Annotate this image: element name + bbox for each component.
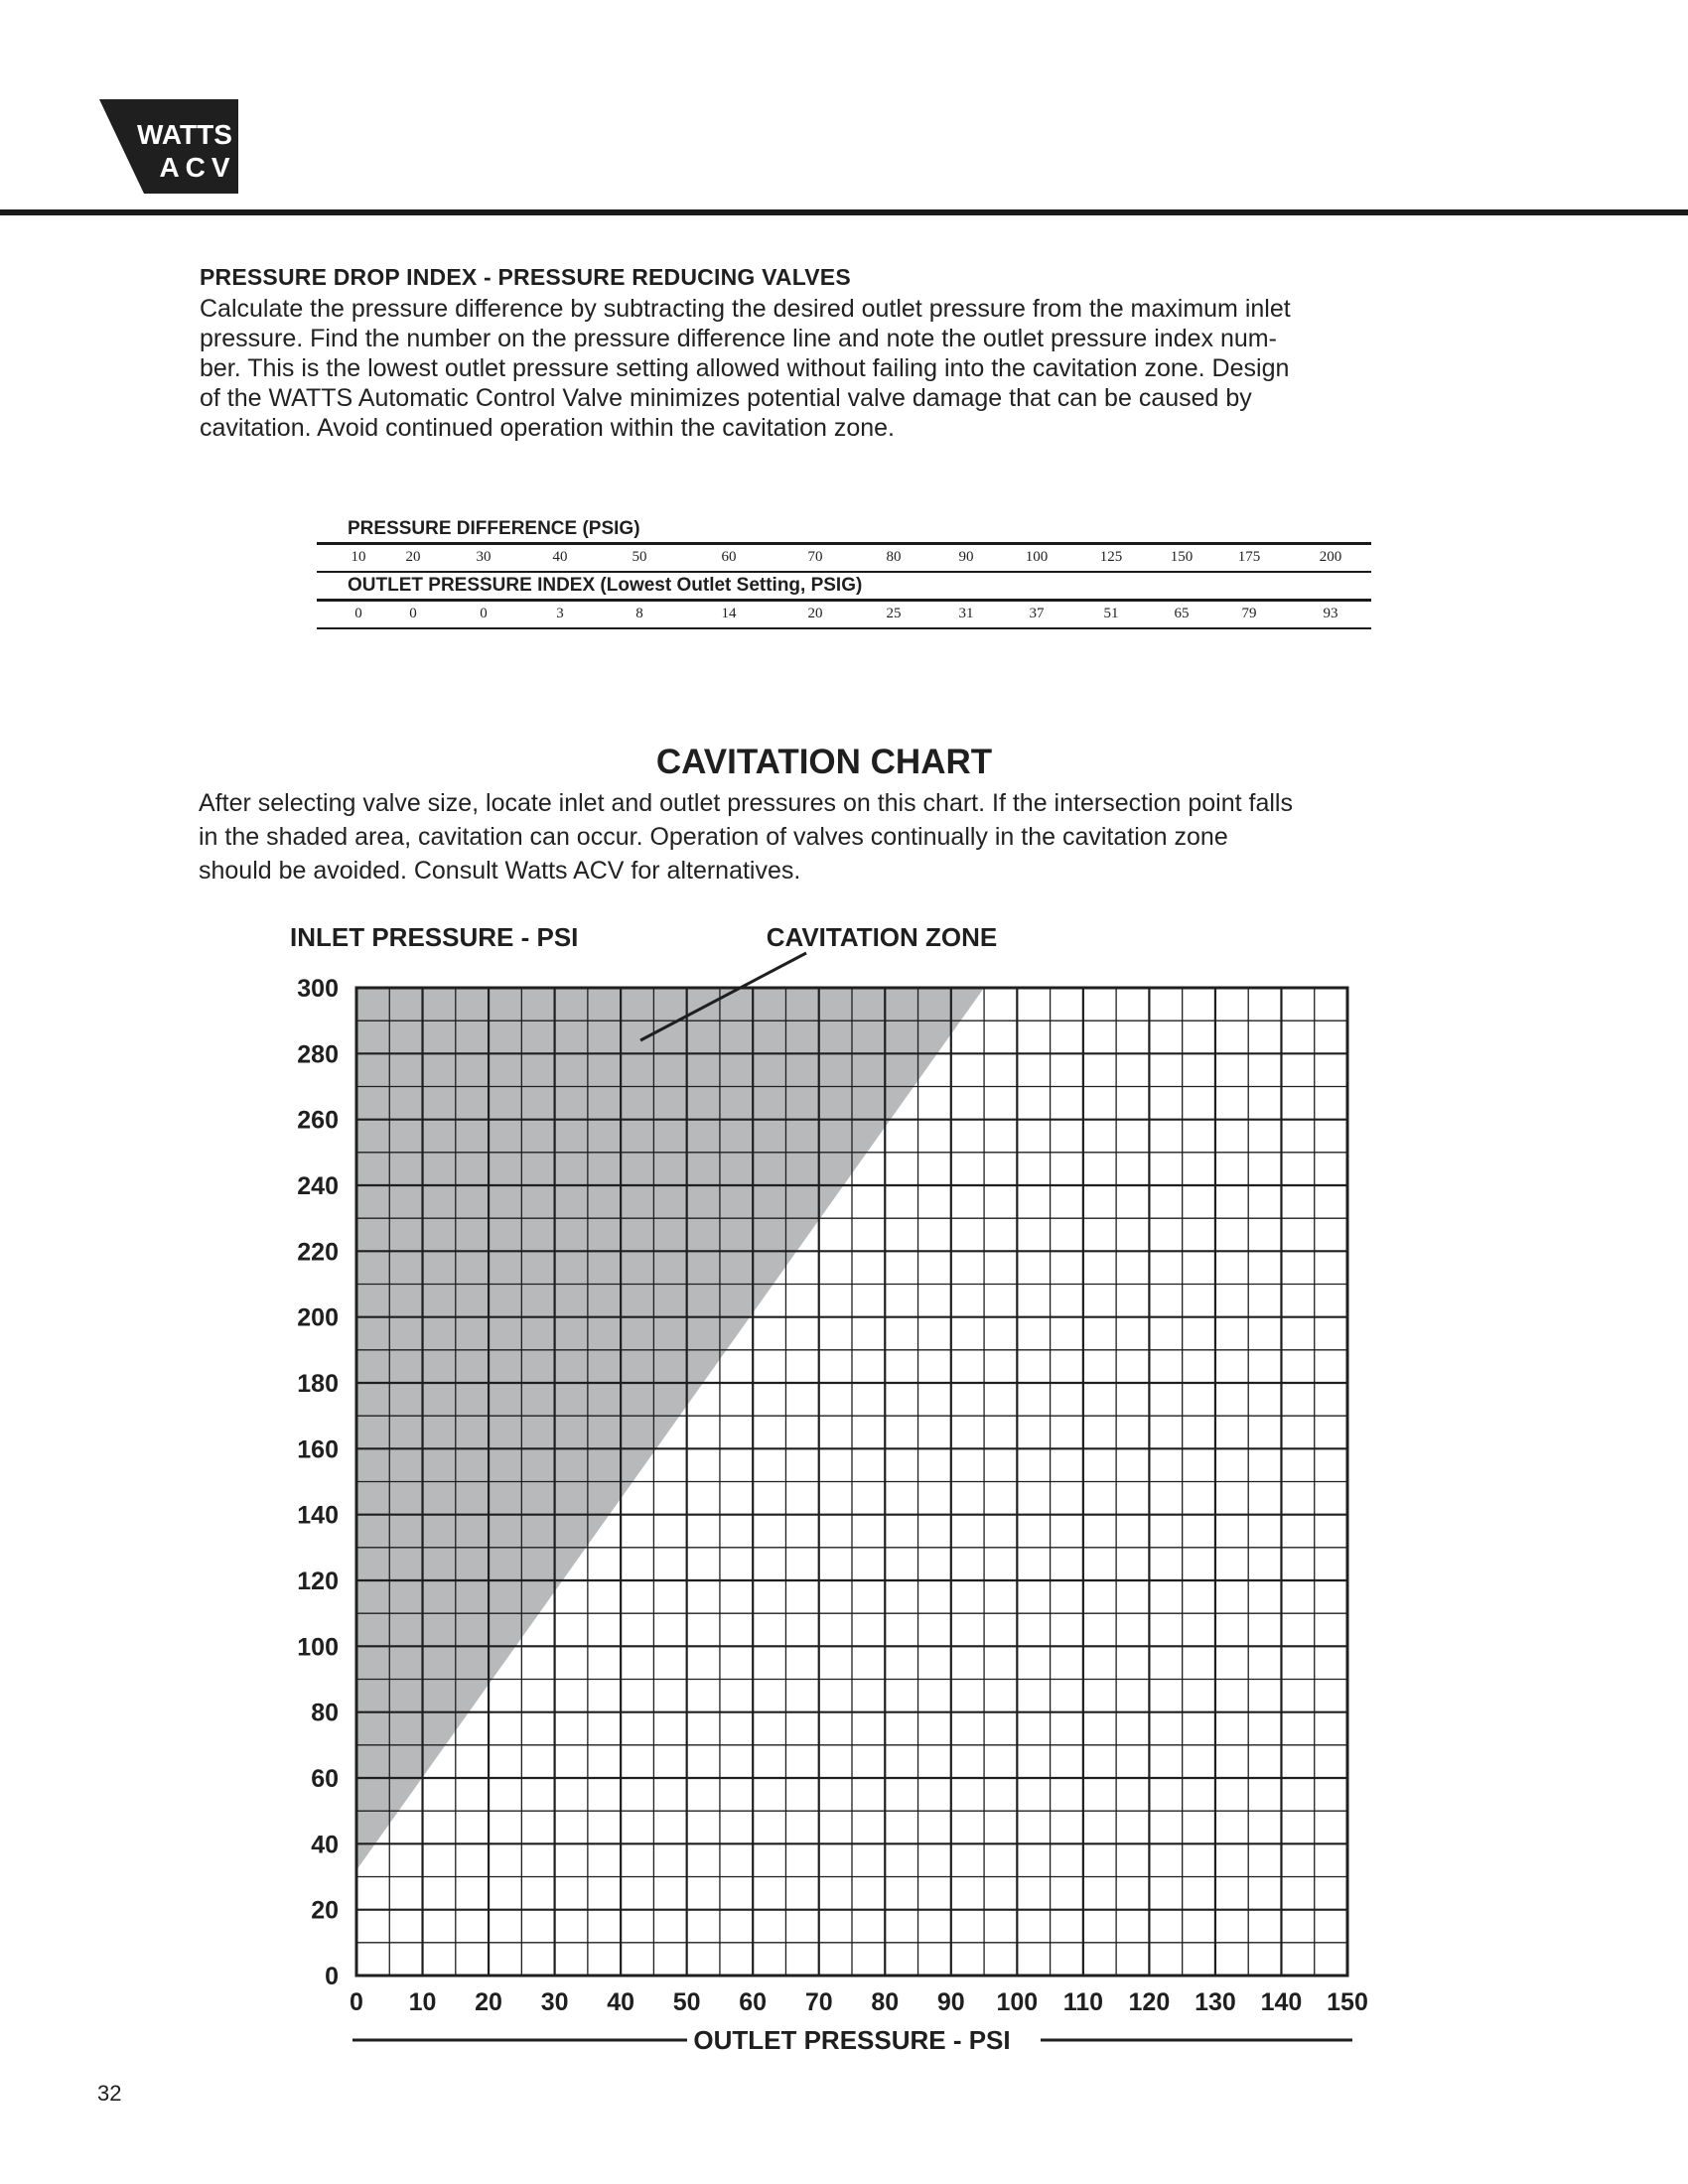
y-tick-label: 20 — [311, 1896, 339, 1925]
outlet-index-cell: 31 — [958, 606, 974, 621]
x-tick-label: 50 — [672, 1988, 701, 2016]
pressure-difference-cell: 30 — [476, 549, 492, 565]
outlet-index-cell: 0 — [354, 606, 362, 621]
pressure-difference-cell: 175 — [1237, 549, 1261, 565]
y-tick-label: 180 — [297, 1370, 339, 1398]
intro-line: cavitation. Avoid continued operation within the cavitation zone. — [200, 414, 895, 442]
x-tick-label: 90 — [936, 1988, 965, 2016]
outlet-index-cell: 25 — [886, 606, 902, 621]
page-number: 32 — [97, 2081, 122, 2106]
intro-line: Calculate the pressure difference by subtracting the desired outlet pressure from the maximum inlet — [200, 295, 1291, 323]
pressure-difference-cell: 150 — [1170, 549, 1194, 565]
x-tick-label: 150 — [1327, 1988, 1368, 2016]
logo-line2: ACV — [159, 152, 236, 183]
x-tick-label: 140 — [1260, 1988, 1303, 2016]
outlet-index-cell: 0 — [409, 606, 417, 621]
x-tick-label: 70 — [804, 1988, 833, 2016]
outlet-index-cell: 20 — [807, 606, 823, 621]
x-tick-label: 120 — [1128, 1988, 1171, 2016]
pressure-difference-cell: 60 — [721, 549, 737, 565]
x-tick-label: 30 — [540, 1988, 569, 2016]
pressure-difference-cell: 100 — [1025, 549, 1049, 565]
y-tick-label: 120 — [297, 1568, 339, 1595]
chart-description-line: in the shaded area, cavitation can occur. Operation of valves continually in the cavitation zone — [199, 823, 1228, 851]
outlet-index-cell: 0 — [480, 606, 488, 621]
outlet-index-cell: 93 — [1323, 606, 1338, 621]
y-tick-label: 80 — [311, 1699, 339, 1727]
outlet-index-cell: 3 — [556, 606, 564, 621]
x-tick-label: 0 — [350, 1988, 363, 2016]
x-tick-label: 10 — [408, 1988, 437, 2016]
outlet-index-cell: 79 — [1241, 606, 1257, 621]
x-tick-label: 60 — [739, 1988, 768, 2016]
x-tick-label: 80 — [871, 1988, 900, 2016]
y-tick-label: 40 — [311, 1831, 339, 1859]
x-tick-label: 110 — [1062, 1988, 1104, 2016]
cavitation-zone-label: CAVITATION ZONE — [766, 922, 998, 952]
pressure-difference-header: PRESSURE DIFFERENCE (PSIG) — [348, 518, 640, 539]
y-tick-label: 280 — [297, 1040, 339, 1069]
outlet-index-cell: 14 — [721, 606, 737, 621]
x-tick-label: 100 — [996, 1988, 1039, 2016]
x-tick-label: 20 — [475, 1988, 502, 2016]
y-tick-label: 140 — [297, 1501, 339, 1530]
outlet-index-cell: 65 — [1174, 606, 1190, 621]
y-tick-label: 300 — [297, 975, 339, 1003]
pressure-difference-cell: 40 — [552, 549, 568, 565]
chart-description-line: After selecting valve size, locate inlet and outlet pressures on this chart. If the intersection point falls — [199, 789, 1293, 817]
logo-line1: WATTS — [137, 119, 232, 150]
x-axis-title: OUTLET PRESSURE - PSI — [693, 2025, 1011, 2055]
x-tick-label: 130 — [1195, 1988, 1236, 2016]
pressure-difference-cell: 20 — [405, 549, 421, 565]
y-tick-label: 160 — [297, 1435, 339, 1464]
y-tick-label: 0 — [325, 1963, 339, 1990]
pressure-difference-cell: 70 — [807, 549, 823, 565]
y-tick-label: 60 — [311, 1765, 339, 1793]
outlet-index-cell: 37 — [1029, 606, 1045, 621]
outlet-index-header: OUTLET PRESSURE INDEX (Lowest Outlet Setting, PSIG) — [348, 575, 863, 596]
y-tick-label: 260 — [297, 1106, 339, 1135]
pressure-difference-cell: 90 — [958, 549, 974, 565]
outlet-index-cell: 51 — [1103, 606, 1119, 621]
pressure-difference-cell: 50 — [632, 549, 647, 565]
y-tick-label: 100 — [297, 1633, 339, 1662]
pressure-difference-cell: 10 — [351, 549, 366, 565]
pressure-difference-cell: 80 — [886, 549, 902, 565]
intro-line: pressure. Find the number on the pressure difference line and note the outlet pressure index num- — [200, 325, 1277, 352]
chart-description-line: should be avoided. Consult Watts ACV for alternatives. — [199, 857, 801, 885]
pressure-difference-cell: 125 — [1099, 549, 1123, 565]
intro-line: of the WATTS Automatic Control Valve minimizes potential valve damage that can be caused by — [200, 384, 1252, 412]
y-tick-label: 200 — [297, 1303, 339, 1332]
y-axis-title: INLET PRESSURE - PSI — [290, 922, 579, 952]
outlet-index-cell: 8 — [635, 606, 643, 621]
pressure-difference-cell: 200 — [1319, 549, 1342, 565]
intro-line: ber. This is the lowest outlet pressure setting allowed without failing into the cavitation zone. Design — [200, 354, 1290, 382]
x-tick-label: 40 — [607, 1988, 635, 2016]
intro-heading: PRESSURE DROP INDEX - PRESSURE REDUCING VALVES — [200, 264, 851, 290]
chart-title: CAVITATION CHART — [655, 743, 993, 781]
y-tick-label: 220 — [297, 1238, 339, 1267]
y-tick-label: 240 — [297, 1172, 339, 1200]
